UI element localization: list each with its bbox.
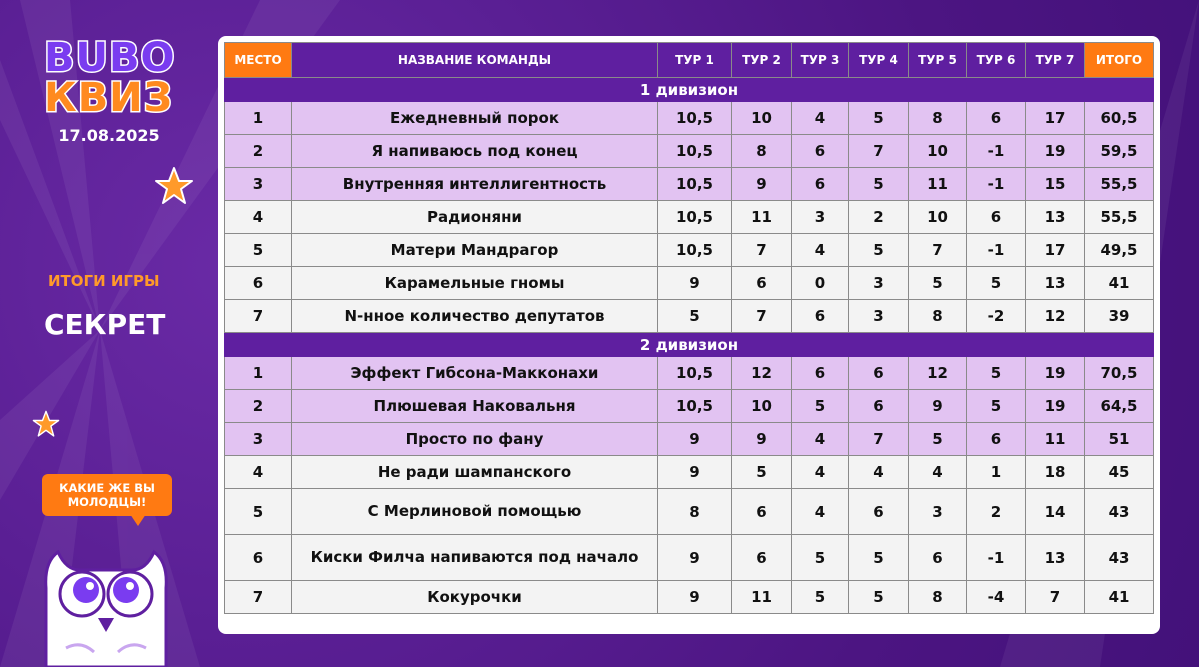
cell-r5: 9 (909, 390, 967, 423)
cell-r4: 6 (849, 489, 909, 535)
cell-team: Матери Мандрагор (292, 234, 658, 267)
cell-r7: 13 (1026, 201, 1085, 234)
table-row (225, 535, 1154, 581)
cell-r5: 10 (909, 135, 967, 168)
cell-r6: 6 (967, 102, 1026, 135)
cell-r4: 7 (849, 423, 909, 456)
cell-r4: 5 (849, 102, 909, 135)
cell-r1: 10,5 (658, 168, 732, 201)
cell-r3: 4 (792, 456, 849, 489)
star-icon (154, 166, 194, 206)
cell-total: 43 (1085, 535, 1154, 581)
cell-r1: 10,5 (658, 201, 732, 234)
cell-place: 5 (225, 489, 292, 535)
cell-r2: 7 (732, 234, 792, 267)
col-header-r5: ТУР 5 (909, 43, 967, 78)
cell-r4: 5 (849, 168, 909, 201)
cell-r3: 3 (792, 201, 849, 234)
cell-r2: 7 (732, 300, 792, 333)
table-row (225, 135, 1154, 168)
cell-r2: 8 (732, 135, 792, 168)
cell-place: 6 (225, 535, 292, 581)
table-row (225, 234, 1154, 267)
cell-r5: 7 (909, 234, 967, 267)
cell-total: 64,5 (1085, 390, 1154, 423)
cell-r3: 5 (792, 535, 849, 581)
col-header-r4: ТУР 4 (849, 43, 909, 78)
cell-team: Я напиваюсь под конец (292, 135, 658, 168)
cell-r7: 17 (1026, 234, 1085, 267)
cell-place: 4 (225, 201, 292, 234)
cell-total: 49,5 (1085, 234, 1154, 267)
bubo-quiz-logo (44, 35, 176, 121)
division-header-row (225, 333, 1154, 357)
table-row (225, 357, 1154, 390)
cell-r6: 6 (967, 201, 1026, 234)
cell-r5: 8 (909, 102, 967, 135)
cell-r6: 2 (967, 489, 1026, 535)
cell-r2: 9 (732, 168, 792, 201)
cell-place: 1 (225, 357, 292, 390)
cell-r6: -1 (967, 168, 1026, 201)
table-row (225, 267, 1154, 300)
cell-team: Плюшевая Наковальня (292, 390, 658, 423)
cell-r6: -2 (967, 300, 1026, 333)
cell-total: 55,5 (1085, 168, 1154, 201)
cell-r6: 5 (967, 390, 1026, 423)
cell-r5: 5 (909, 267, 967, 300)
cell-place: 6 (225, 267, 292, 300)
cell-r2: 11 (732, 201, 792, 234)
col-header-total: ИТОГО (1085, 43, 1154, 78)
cell-r7: 13 (1026, 535, 1085, 581)
cell-r3: 6 (792, 135, 849, 168)
cell-r1: 9 (658, 535, 732, 581)
cell-team: Эффект Гибсона-Макконахи (292, 357, 658, 390)
cell-r4: 3 (849, 267, 909, 300)
cell-total: 45 (1085, 456, 1154, 489)
cell-r1: 10,5 (658, 102, 732, 135)
cell-place: 1 (225, 102, 292, 135)
cell-r7: 14 (1026, 489, 1085, 535)
cell-total: 60,5 (1085, 102, 1154, 135)
cell-r2: 12 (732, 357, 792, 390)
cell-r1: 9 (658, 423, 732, 456)
cell-r2: 10 (732, 390, 792, 423)
cell-r6: 1 (967, 456, 1026, 489)
cell-r1: 10,5 (658, 135, 732, 168)
cell-r3: 6 (792, 357, 849, 390)
cell-team: N-нное количество депутатов (292, 300, 658, 333)
table-body (225, 78, 1154, 614)
cell-r3: 5 (792, 581, 849, 614)
cell-r6: 5 (967, 357, 1026, 390)
cell-r5: 11 (909, 168, 967, 201)
game-date: 17.08.2025 (58, 126, 160, 145)
table-row (225, 201, 1154, 234)
cell-r3: 6 (792, 168, 849, 201)
cell-r5: 8 (909, 581, 967, 614)
cell-team: Кокурочки (292, 581, 658, 614)
table-row (225, 168, 1154, 201)
col-header-r1: ТУР 1 (658, 43, 732, 78)
cell-r1: 10,5 (658, 234, 732, 267)
col-header-r3: ТУР 3 (792, 43, 849, 78)
game-name: СЕКРЕТ (44, 308, 166, 341)
cell-r4: 5 (849, 535, 909, 581)
cell-team: Радионяни (292, 201, 658, 234)
cell-r7: 13 (1026, 267, 1085, 300)
cell-team: С Мерлиновой помощью (292, 489, 658, 535)
table-row (225, 489, 1154, 535)
cell-r4: 5 (849, 581, 909, 614)
cell-total: 59,5 (1085, 135, 1154, 168)
cell-r5: 3 (909, 489, 967, 535)
cell-place: 4 (225, 456, 292, 489)
cell-r7: 7 (1026, 581, 1085, 614)
cell-r5: 4 (909, 456, 967, 489)
cell-place: 7 (225, 300, 292, 333)
cell-r4: 6 (849, 357, 909, 390)
cell-total: 39 (1085, 300, 1154, 333)
cell-total: 51 (1085, 423, 1154, 456)
results-table-panel (218, 36, 1160, 634)
cell-team: Ежедневный порок (292, 102, 658, 135)
cell-r3: 4 (792, 489, 849, 535)
cell-r1: 10,5 (658, 357, 732, 390)
speech-bubble: КАКИЕ ЖЕ ВЫ МОЛОДЦЫ! (42, 474, 172, 516)
cell-team: Не ради шампанского (292, 456, 658, 489)
col-header-r6: ТУР 6 (967, 43, 1026, 78)
cell-r7: 19 (1026, 135, 1085, 168)
cell-place: 7 (225, 581, 292, 614)
star-icon (32, 410, 60, 438)
col-header-r2: ТУР 2 (732, 43, 792, 78)
cell-r6: 5 (967, 267, 1026, 300)
cell-team: Карамельные гномы (292, 267, 658, 300)
cell-r7: 19 (1026, 357, 1085, 390)
speech-bubble-tail (130, 514, 146, 526)
cell-r1: 5 (658, 300, 732, 333)
cell-r1: 9 (658, 581, 732, 614)
logo-line-2: КВИЗ (44, 75, 174, 121)
cell-r5: 10 (909, 201, 967, 234)
table-row (225, 390, 1154, 423)
cell-r3: 0 (792, 267, 849, 300)
cell-r2: 11 (732, 581, 792, 614)
cell-r5: 8 (909, 300, 967, 333)
cell-total: 41 (1085, 581, 1154, 614)
cell-r4: 4 (849, 456, 909, 489)
cell-r5: 12 (909, 357, 967, 390)
results-table (224, 42, 1154, 614)
results-label: ИТОГИ ИГРЫ (48, 272, 160, 290)
cell-place: 3 (225, 423, 292, 456)
table-row (225, 102, 1154, 135)
cell-r4: 2 (849, 201, 909, 234)
cell-r5: 5 (909, 423, 967, 456)
cell-place: 2 (225, 390, 292, 423)
cell-r4: 6 (849, 390, 909, 423)
cell-r1: 9 (658, 456, 732, 489)
division-header-row (225, 78, 1154, 102)
division-title: 2 дивизион (225, 333, 1154, 357)
cell-r6: 6 (967, 423, 1026, 456)
cell-r2: 6 (732, 535, 792, 581)
cell-team: Внутренняя интеллигентность (292, 168, 658, 201)
cell-r1: 10,5 (658, 390, 732, 423)
table-row (225, 423, 1154, 456)
col-header-place: МЕСТО (225, 43, 292, 78)
cell-team: Киски Филча напиваются под начало (292, 535, 658, 581)
cell-r5: 6 (909, 535, 967, 581)
cell-r1: 9 (658, 267, 732, 300)
cell-r7: 15 (1026, 168, 1085, 201)
cell-r4: 7 (849, 135, 909, 168)
cell-place: 3 (225, 168, 292, 201)
cell-r3: 4 (792, 234, 849, 267)
cell-r6: -1 (967, 135, 1026, 168)
table-row (225, 300, 1154, 333)
table-header-row (225, 43, 1154, 78)
cell-r4: 5 (849, 234, 909, 267)
owl-mascot-icon (36, 548, 176, 667)
cell-r3: 4 (792, 102, 849, 135)
cell-total: 43 (1085, 489, 1154, 535)
cell-total: 55,5 (1085, 201, 1154, 234)
cell-r2: 6 (732, 489, 792, 535)
cell-r2: 5 (732, 456, 792, 489)
cell-r3: 6 (792, 300, 849, 333)
cell-r4: 3 (849, 300, 909, 333)
cell-r3: 4 (792, 423, 849, 456)
division-title: 1 дивизион (225, 78, 1154, 102)
col-header-team: НАЗВАНИЕ КОМАНДЫ (292, 43, 658, 78)
table-row (225, 456, 1154, 489)
cell-r7: 19 (1026, 390, 1085, 423)
cell-total: 70,5 (1085, 357, 1154, 390)
cell-r1: 8 (658, 489, 732, 535)
cell-r7: 12 (1026, 300, 1085, 333)
cell-r6: -4 (967, 581, 1026, 614)
cell-team: Просто по фану (292, 423, 658, 456)
cell-r2: 9 (732, 423, 792, 456)
cell-total: 41 (1085, 267, 1154, 300)
cell-r3: 5 (792, 390, 849, 423)
cell-place: 5 (225, 234, 292, 267)
cell-r6: -1 (967, 234, 1026, 267)
cell-r7: 11 (1026, 423, 1085, 456)
cell-r6: -1 (967, 535, 1026, 581)
logo-line-1: BUBO (44, 35, 176, 81)
cell-r2: 10 (732, 102, 792, 135)
col-header-r7: ТУР 7 (1026, 43, 1085, 78)
table-row (225, 581, 1154, 614)
cell-place: 2 (225, 135, 292, 168)
cell-r2: 6 (732, 267, 792, 300)
cell-r7: 17 (1026, 102, 1085, 135)
cell-r7: 18 (1026, 456, 1085, 489)
